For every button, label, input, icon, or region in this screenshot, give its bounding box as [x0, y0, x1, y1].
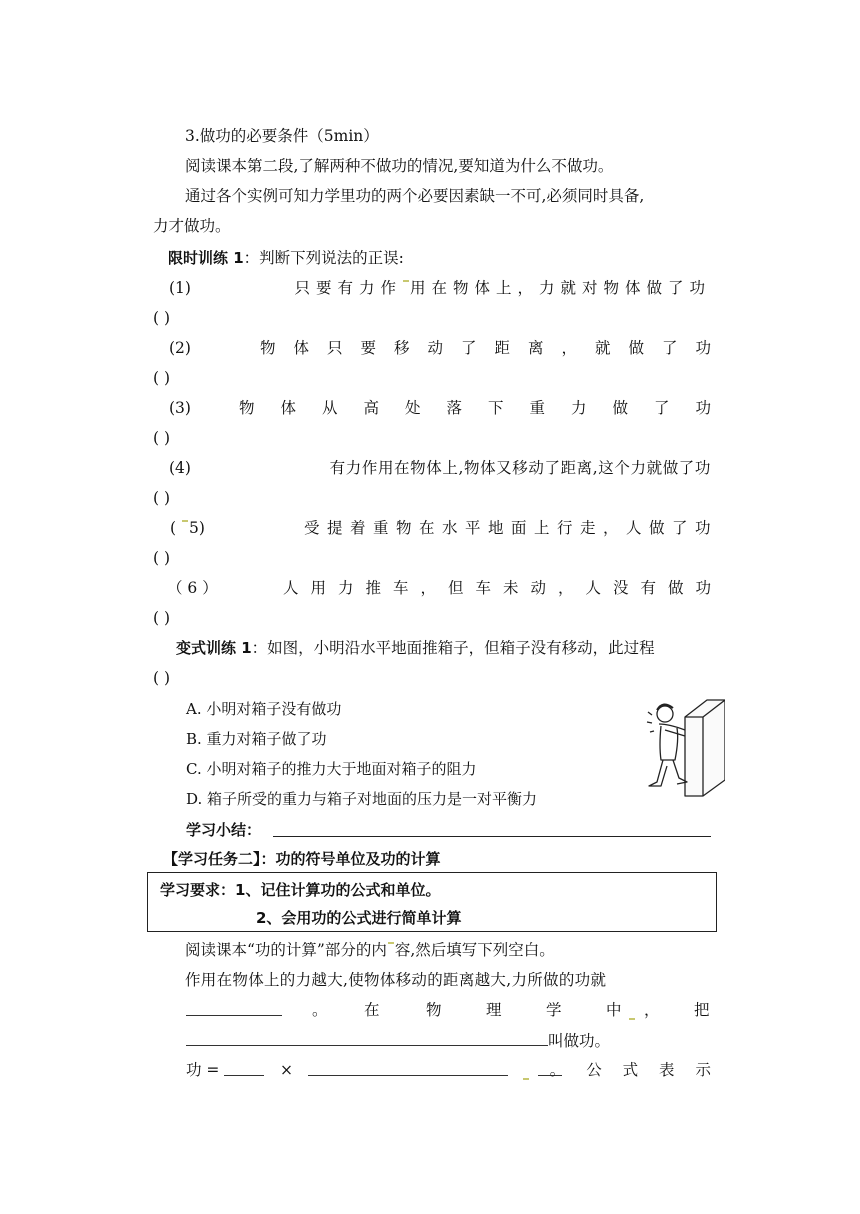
- question-6: [167, 578, 723, 598]
- edit-mark: [523, 1076, 529, 1080]
- question-number: (4): [169, 459, 191, 477]
- answer-paren: ( ): [153, 429, 171, 447]
- practice-label: 限时训练 1: [168, 249, 244, 267]
- paragraph: 阅读课本第二段,了解两种不做功的情况,要知道为什么不做功。: [185, 157, 614, 175]
- answer-paren: ( ): [153, 609, 171, 627]
- paragraph: 阅读课本“功的计算”部分的内 容,然后填写下列空白。: [185, 941, 555, 959]
- edit-mark: [388, 940, 394, 944]
- question-3: [169, 398, 737, 418]
- requirement-1: 学习要求：1、记住计算功的公式和单位。: [160, 881, 441, 899]
- question-number: (3): [169, 399, 191, 417]
- option-d: D. 箱子所受的重力与箱子对地面的压力是一对平衡力: [186, 790, 538, 808]
- summary-line: [186, 820, 711, 840]
- variant-question: [176, 638, 711, 658]
- task-title: 【学习任务二】：功的符号单位及功的计算: [163, 850, 441, 868]
- variant-label: 变式训练 1: [176, 639, 252, 657]
- paragraph: 作用在物体上的力越大,使物体移动的距离越大,力所做的功就: [185, 971, 607, 989]
- question-text: 人用力推车，但车未动，人没有做功: [282, 579, 723, 597]
- edit-mark: [629, 1016, 635, 1020]
- section-heading: 3.做功的必要条件（5min）: [185, 127, 379, 145]
- answer-paren: ( ): [153, 309, 171, 327]
- question-number: (: [170, 519, 177, 537]
- question-text-cont: 用在物体上，力就对物体做了功: [409, 279, 711, 297]
- answer-blank[interactable]: [186, 1015, 282, 1016]
- question-5: ( 5) 受提着重物在水平地面上行走，人做了功: [170, 519, 718, 537]
- fill-in-line: 叫做功。: [186, 1030, 744, 1051]
- answer-paren: ( ): [153, 549, 171, 567]
- variant-text: ：如图，小明沿水平地面推箱子，但箱子没有移动，此过程: [251, 639, 655, 657]
- paragraph-continued: 力才做功。: [153, 217, 231, 235]
- question-2: [169, 338, 729, 358]
- question-text: 物体只要移动了距离，就做了功: [259, 339, 729, 357]
- question-number: (2): [169, 339, 191, 357]
- question-4: [169, 458, 711, 478]
- answer-blank[interactable]: [308, 1075, 508, 1076]
- practice-instruction: ：判断下列说法的正误:: [243, 249, 404, 267]
- option-c: C. 小明对箱子的推力大于地面对箱子的阻力: [186, 760, 477, 778]
- edit-mark: [403, 278, 409, 282]
- answer-paren: ( ): [153, 669, 171, 687]
- answer-blank[interactable]: [186, 1030, 548, 1046]
- question-number: （ 6 ）: [167, 579, 218, 597]
- option-b: B. 重力对箱子做了功: [186, 730, 327, 748]
- paragraph: 通过各个实例可知力学里功的两个必要因素缺一不可,必须同时具备,: [185, 187, 645, 205]
- question-text: 受提着重物在水平地面上行走，人做了功: [303, 519, 718, 537]
- question-1: [169, 278, 711, 298]
- question-text: 物体从高处落下重力做了功: [238, 399, 737, 417]
- option-a: A. 小明对箱子没有做功: [186, 700, 342, 718]
- answer-paren: ( ): [153, 369, 171, 387]
- practice-heading: [168, 248, 726, 268]
- question-text: 只要有力作: [294, 279, 402, 297]
- edit-mark: [182, 518, 188, 522]
- summary-label: 学习小结：: [186, 821, 262, 839]
- answer-paren: ( ): [153, 489, 171, 507]
- question-text: 有力作用在物体上,物体又移动了距离,这个力就做了功: [329, 459, 711, 477]
- requirement-2: 2、会用功的公式进行简单计算: [256, 909, 462, 927]
- answer-blank[interactable]: [224, 1075, 264, 1076]
- summary-blank[interactable]: [273, 836, 711, 837]
- requirements-box: [147, 872, 717, 932]
- question-number: (1): [169, 279, 191, 297]
- boy-pushing-box-illustration: [645, 692, 725, 797]
